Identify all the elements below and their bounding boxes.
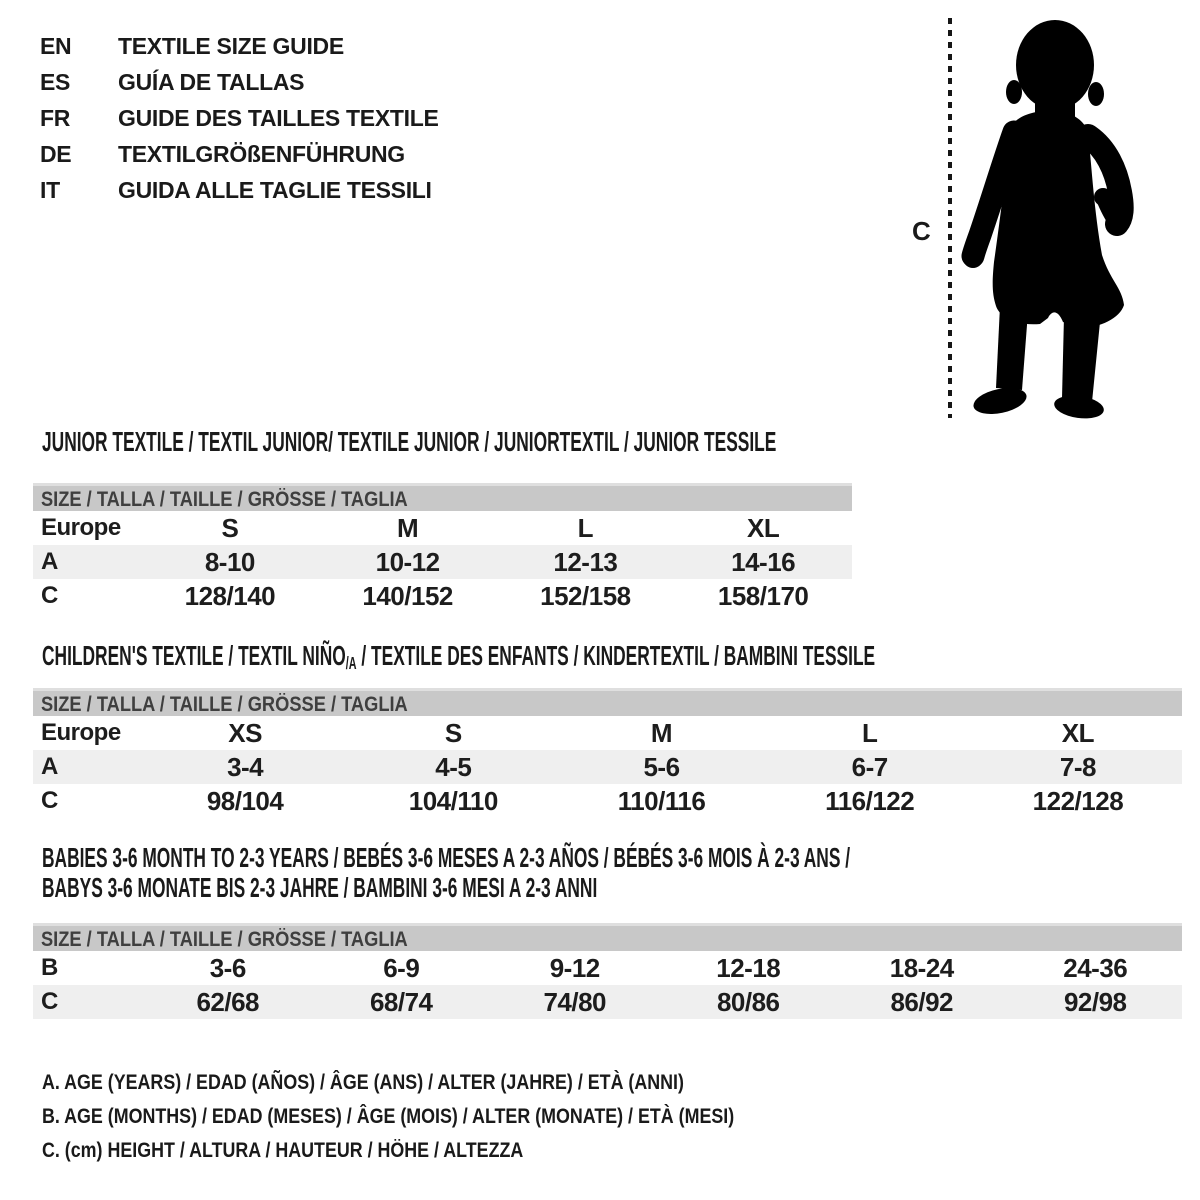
- legend-text: C. (cm) HEIGHT / ALTURA / HAUTEUR / HÖHE / ALTEZZA: [42, 1139, 524, 1162]
- table-cell: 110/116: [617, 786, 706, 816]
- legend-text: B. AGE (MONTHS) / EDAD (MESES) / ÂGE (MOIS) / ALTER (MONATE) / ETÀ (MESI): [42, 1105, 735, 1128]
- table-cell: 6-7: [851, 752, 888, 782]
- heading-text-subscript: /A: [345, 652, 357, 673]
- row-label: C: [41, 988, 58, 1015]
- row-label: A: [41, 548, 58, 575]
- legend-line-a: [42, 1066, 856, 1100]
- table-cell: 10-12: [375, 547, 440, 577]
- size-header-bar: [33, 923, 1182, 951]
- heading-text-part: / TEXTILE DES ENFANTS / KINDERTEXTIL / BAMBINI TESSILE: [356, 640, 876, 671]
- size-header-bar: [33, 483, 852, 511]
- junior-size-table: [33, 483, 852, 613]
- table-cell: S: [221, 513, 239, 543]
- table-cell: 122/128: [1032, 786, 1124, 816]
- table-cell: 152/158: [540, 581, 631, 611]
- table-cell: 9-12: [549, 953, 600, 983]
- size-header-bar: [33, 688, 1182, 716]
- language-title: GUIDA ALLE TAGLIE TESSILI: [118, 176, 432, 203]
- row-label: Europe: [41, 719, 121, 746]
- table-row-europe: [33, 511, 852, 545]
- language-row-en: [40, 28, 439, 64]
- table-cell: 74/80: [543, 987, 607, 1017]
- table-cell: 80/86: [716, 987, 780, 1017]
- row-label: B: [41, 954, 58, 981]
- row-label: C: [41, 787, 58, 814]
- children-size-table: [33, 688, 1182, 818]
- language-title: GUÍA DE TALLAS: [118, 68, 305, 95]
- row-label: C: [41, 582, 58, 609]
- heading-text: [42, 641, 875, 674]
- babies-size-table: [33, 923, 1182, 1019]
- table-row-age-years: [33, 545, 852, 579]
- table-cell: 7-8: [1059, 752, 1096, 782]
- table-row-age-years: [33, 750, 1182, 784]
- table-cell: L: [862, 718, 878, 748]
- table-cell: 140/152: [362, 581, 453, 611]
- table-cell: S: [444, 718, 462, 748]
- language-title: TEXTILE SIZE GUIDE: [118, 32, 344, 59]
- table-cell: M: [650, 718, 673, 748]
- table-cell: 14-16: [731, 547, 796, 577]
- table-cell: XS: [228, 718, 262, 748]
- table-cell: 4-5: [435, 752, 472, 782]
- table-cell: 5-6: [643, 752, 680, 782]
- language-title: TEXTILGRÖßENFÜHRUNG: [118, 140, 405, 167]
- table-row-height-cm: [33, 579, 852, 613]
- table-cell: 128/140: [184, 581, 276, 611]
- row-label: Europe: [41, 514, 121, 541]
- table-cell: 86/92: [890, 987, 954, 1017]
- language-title: GUIDE DES TAILLES TEXTILE: [118, 104, 439, 131]
- table-cell: 18-24: [889, 953, 954, 983]
- height-measure-figure: [900, 10, 1162, 424]
- legend-text: A. AGE (YEARS) / EDAD (AÑOS) / ÂGE (ANS) / ALTER (JAHRE) / ETÀ (ANNI): [42, 1071, 684, 1094]
- table-cell: 116/122: [825, 786, 915, 816]
- table-cell: 24-36: [1063, 953, 1128, 983]
- heading-text: JUNIOR TEXTILE / TEXTIL JUNIOR/ TEXTILE JUNIOR / JUNIORTEXTIL / JUNIOR TESSILE: [42, 426, 777, 457]
- table-row-age-months: [33, 951, 1182, 985]
- legend-line-b: [42, 1100, 856, 1134]
- table-cell: 62/68: [196, 987, 260, 1017]
- height-measure-dashed-line: [948, 18, 952, 418]
- table-cell: 158/170: [717, 581, 809, 611]
- section-heading-junior: [42, 427, 1200, 457]
- language-code: IT: [40, 176, 60, 203]
- table-cell: 98/104: [206, 786, 284, 816]
- height-measure-label: C: [912, 216, 931, 246]
- legend-block: [42, 1066, 856, 1168]
- table-cell: L: [577, 513, 594, 543]
- section-heading-babies: [42, 843, 1200, 903]
- table-cell: XL: [1061, 718, 1095, 748]
- language-code: ES: [40, 68, 71, 95]
- size-header-label: SIZE / TALLA / TAILLE / GRÖSSE / TAGLIA: [41, 488, 408, 511]
- language-code: FR: [40, 104, 71, 131]
- language-row-fr: [40, 100, 439, 136]
- language-row-de: [40, 136, 439, 172]
- table-cell: XL: [747, 513, 780, 543]
- heading-text-part: CHILDREN'S TEXTILE / TEXTIL NIÑO: [42, 640, 346, 671]
- language-code: EN: [40, 32, 72, 59]
- table-row-europe: [33, 716, 1182, 750]
- table-cell: 3-6: [209, 953, 246, 983]
- heading-text-line2: BABYS 3-6 MONATE BIS 2-3 JAHRE / BAMBINI 3-6 MESI A 2-3 ANNI: [42, 872, 598, 903]
- table-cell: M: [397, 513, 419, 543]
- table-cell: 12-13: [553, 547, 618, 577]
- size-header-label: SIZE / TALLA / TAILLE / GRÖSSE / TAGLIA: [41, 928, 408, 951]
- language-code: DE: [40, 140, 72, 167]
- legend-line-c: [42, 1134, 856, 1168]
- table-cell: 3-4: [227, 752, 264, 782]
- section-heading-children: [42, 641, 1200, 674]
- table-cell: 8-10: [204, 547, 255, 577]
- table-row-height-cm: [33, 784, 1182, 818]
- table-cell: 92/98: [1063, 987, 1127, 1017]
- size-header-label: SIZE / TALLA / TAILLE / GRÖSSE / TAGLIA: [41, 693, 408, 716]
- language-block: [40, 28, 439, 208]
- row-label: A: [41, 753, 58, 780]
- toddler-silhouette-icon: [960, 10, 1140, 420]
- table-cell: 6-9: [383, 953, 420, 983]
- heading-text-line1: BABIES 3-6 MONTH TO 2-3 YEARS / BEBÉS 3-6 MESES A 2-3 AÑOS / BÉBÉS 3-6 MOIS À 2-3 ANS /: [42, 842, 851, 873]
- language-row-it: [40, 172, 439, 208]
- language-row-es: [40, 64, 439, 100]
- table-cell: 68/74: [369, 987, 433, 1017]
- table-cell: 104/110: [408, 786, 498, 816]
- table-row-height-cm: [33, 985, 1182, 1019]
- table-cell: 12-18: [716, 953, 781, 983]
